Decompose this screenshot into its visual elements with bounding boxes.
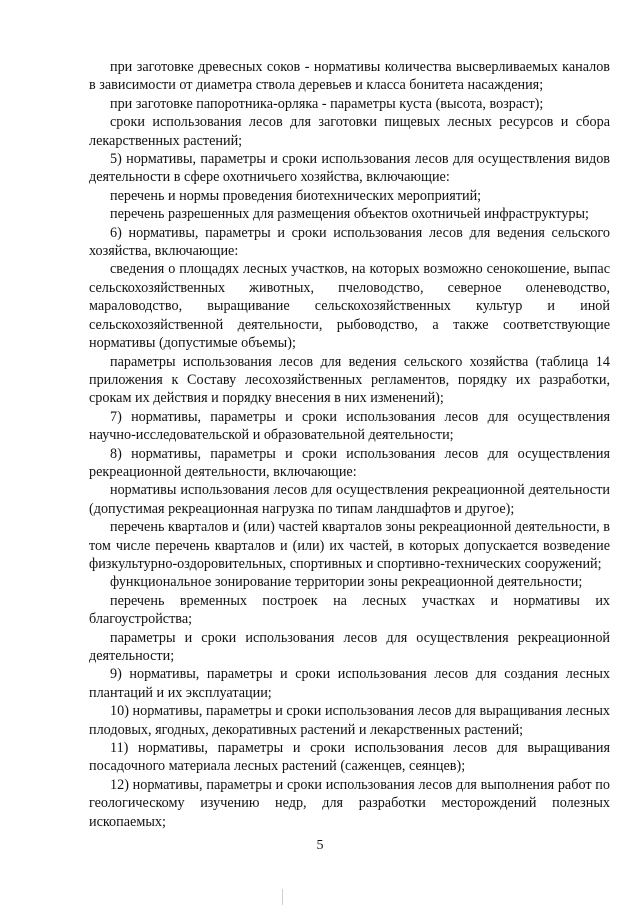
paragraph-temporary-buildings: перечень временных построек на лесных участках и нормативы их благоустройства; [89,592,610,628]
paragraph-recreation-quarters: перечень кварталов и (или) частей кварталов зоны рекреационной деятельности, в том числе перечень кварталов и (или) их частей, в которых допускается возведение физкультурно-оздоровительных, спортивных и спортивно-технических сооружений; [89,519,610,572]
scan-artifact-line [282,889,283,905]
paragraph-recreation-parameters: параметры и сроки использования лесов для осуществления рекреационной деятельности; [89,629,610,664]
paragraph-biotechnical-measures: перечень и нормы проведения биотехнических мероприятий; [110,187,482,204]
paragraph-item-5-hunting: 5) нормативы, параметры и сроки использования лесов для осуществления видов деятельности в сфере охотничьего хозяйства, включающие: [89,151,610,186]
paragraph-recreation-zoning: функциональное зонирование территории зоны рекреационной деятельности; [110,574,583,591]
paragraph-agriculture-areas: сведения о площадях лесных участков, на которых возможно сенокошение, выпас сельскохозяйственных животных, пчеловодство, северное оленеводство, мараловодство, выращивание сельскохозяйственных культур и иной сельскохозяйственной деятельности, рыбоводство, а также соответствующие нормативы (допустимые объемы); [89,261,610,352]
document-body [89,58,610,831]
paragraph-hunting-infrastructure: перечень разрешенных для размещения объектов охотничьей инфраструктуры; [110,206,589,223]
paragraph-bracken-fern: при заготовке папоротника-орляка - параметры куста (высота, возраст); [110,95,544,112]
paragraph-item-10-plants: 10) нормативы, параметры и сроки использования лесов для выращивания лесных плодовых, ягодных, декоративных растений и лекарственных растений; [89,703,610,738]
paragraph-recreation-norms: нормативы использования лесов для осуществления рекреационной деятельности (допустимая рекреационная нагрузка по типам ландшафтов и другое); [89,482,610,517]
paragraph-item-12-geology: 12) нормативы, параметры и сроки использования лесов для выполнения работ по геологическому изучению недр, для разработки месторождений полезных ископаемых; [89,776,610,830]
paragraph-item-8-recreation: 8) нормативы, параметры и сроки использования лесов для осуществления рекреационной деятельности, включающие: [89,445,610,480]
paragraph-item-11-seedlings: 11) нормативы, параметры и сроки использования лесов для выращивания посадочного материала лесных растений (саженцев, сеянцев); [89,740,610,775]
page-number: 5 [316,838,324,853]
paragraph-item-7-research: 7) нормативы, параметры и сроки использования лесов для осуществления научно-исследовательской и образовательной деятельности; [89,408,610,444]
paragraph-item-6-agriculture: 6) нормативы, параметры и сроки использования лесов для ведения сельского хозяйства, включающие: [89,224,610,260]
paragraph-agriculture-parameters: параметры использования лесов для ведения сельского хозяйства (таблица 14 приложения к Составу лесохозяйственных регламентов, порядку их разработки, срокам их действия и порядку внесения в них изменений); [89,353,610,407]
paragraph-birch-sap: при заготовке древесных соков - нормативы количества высверливаемых каналов в зависимости от диаметра ствола деревьев и класса бонитета насаждения; [89,59,610,94]
paragraph-food-resources: сроки использования лесов для заготовки пищевых лесных ресурсов и сбора лекарственных растений; [89,114,610,149]
paragraph-item-9-plantations: 9) нормативы, параметры и сроки использования лесов для создания лесных плантаций и их эксплуатации; [89,666,610,701]
